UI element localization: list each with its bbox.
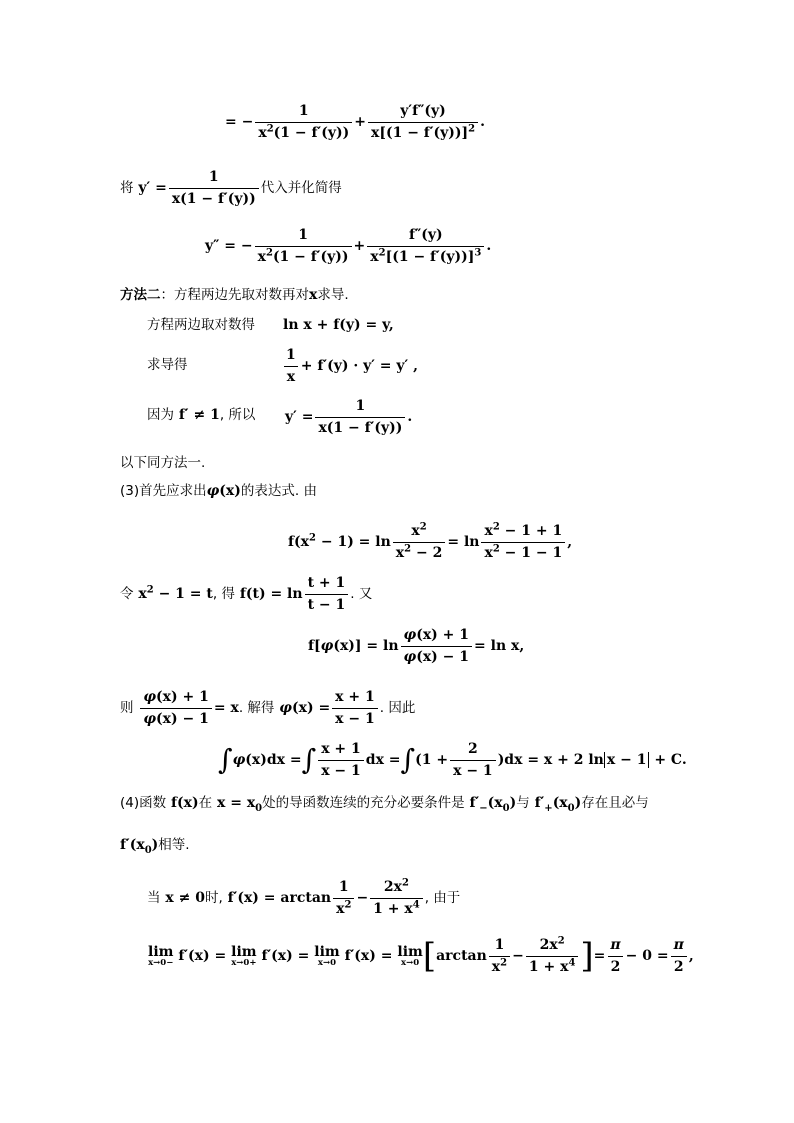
part3-b: 的表达式. 由	[240, 483, 317, 499]
text-so: , 所以	[219, 407, 256, 423]
part4-b: 在	[198, 795, 213, 811]
eq-y2-simplified: y″ = − $\frac{1}{x^2(1 - f'(y))}$ + $\frac{f''(y)}{x^2[(1 - f'(y))]^3}$ .	[205, 227, 492, 265]
eq-integral: ∫φ(x)dx =∫ $\frac{x + 1}{x - 1}$ dx =∫(1 + $\frac{2}{x - 1}$ )dx = x + 2 ln x − 1 + C.	[218, 741, 687, 779]
part4-line2: $f'(x_0)$相等.	[120, 837, 190, 856]
part4-e: 存在且必与	[581, 795, 649, 811]
text-then: 则	[120, 700, 134, 717]
part4-num: (4)	[120, 795, 140, 811]
line-same	[120, 456, 205, 471]
part4-a: 函数	[139, 795, 167, 811]
text-because: 因为	[147, 407, 174, 423]
line-take-log	[147, 318, 255, 333]
method-two-var: x	[309, 287, 318, 303]
line-when: 当 x ≠ 0时, f′(x) = arctan $\frac{1}{x^2}$ − $\frac{2x^2}{1 + x^4}$ , 由于	[147, 877, 461, 917]
text-because2: , 由于	[424, 890, 461, 907]
text-solve: . 解得	[238, 700, 275, 717]
line-diff	[147, 358, 188, 373]
text-sub-intro: 将	[120, 180, 134, 197]
text-equal: 相等.	[158, 837, 190, 853]
eq-y2-first: = − $\frac{1}{x^2(1 - f'(y))}$ + $\frac{y'f''(y)}{x[(1 - f'(y))]^2}$ .	[225, 103, 485, 141]
part3-line: (3)首先应求出φ(x)的表达式. 由	[120, 483, 317, 499]
text-when: 当	[147, 890, 161, 907]
text-let: 令	[120, 586, 134, 603]
text-sub-tail: 代入并化简得	[260, 180, 342, 197]
eq-f-phi: f[φ(x)] = ln $\frac{\varphi(x) + 1}{\varphi(x) - 1}$ = ln x,	[308, 627, 525, 665]
method-two-label: 方法二	[120, 287, 161, 303]
part4-d: 与	[516, 795, 530, 811]
text-same: 以下同方法一.	[120, 455, 206, 471]
eq-y-prime: y′ = $\frac{1}{x(1 - f'(y))}$ .	[285, 398, 413, 436]
eq-log: ln x + f(y) = y,	[283, 317, 394, 333]
eq-f-x2: $f(x^2 - 1) = \ln$ $\frac{x^2}{x^2 - 2}$ = ln $\frac{x^2 - 1 + 1}{x^2 - 1 - 1}$ ,	[288, 521, 573, 561]
line-because: 因为 f′ ≠ 1, 所以	[147, 407, 256, 423]
part3-a: 首先应求出	[139, 483, 207, 499]
part4-c: 处的导函数连续的充分必要条件是	[262, 795, 465, 811]
method-two-text: ：方程两边先取对数再对	[160, 287, 309, 303]
method-two-line	[120, 288, 349, 303]
line-then: 则 $\frac{\varphi(x) + 1}{\varphi(x) - 1}$ = x. 解得 φ(x) = $\frac{x + 1}{x - 1}$ . 因此	[120, 689, 416, 727]
text-take-log: 方程两边取对数得	[147, 317, 255, 333]
part4-line: (4)函数 f(x)在 $x = x_0$处的导函数连续的充分必要条件是 $f'_-(x_0)$与 $f'_+(x_0)$存在且必与	[120, 795, 649, 814]
eq-diff: $\frac{1}{x}$ + f′(y) · y′ = y′ ,	[281, 348, 418, 384]
text-diff: 求导得	[147, 357, 188, 373]
text-get: , 得	[212, 586, 235, 603]
part3-num: (3)	[120, 483, 140, 499]
line-let-t: 令 $x^2 - 1 = t$, 得 f(t) = ln $\frac{t + 1}{t - 1}$ . 又	[120, 575, 373, 613]
method-two-end: 求导.	[317, 287, 349, 303]
text-when-b: 时,	[204, 890, 223, 907]
text-hence: . 因此	[379, 700, 416, 717]
line-substitute: 将 y′ = $\frac{1}{x(1 - f'(y))}$ 代入并化简得	[120, 169, 342, 207]
text-also: . 又	[350, 586, 373, 603]
eq-limits: lim x→0− f′(x) = lim x→0+ f′(x) = lim x→0 f′(x) = lim x→0 [arctan $\frac{1}{x^2}$ − $\frac{2x^2}{1 + x^4}$ ]= $\frac{\pi}{2}$ − 0 = $\frac{\pi}{2}$ ,	[148, 935, 694, 977]
